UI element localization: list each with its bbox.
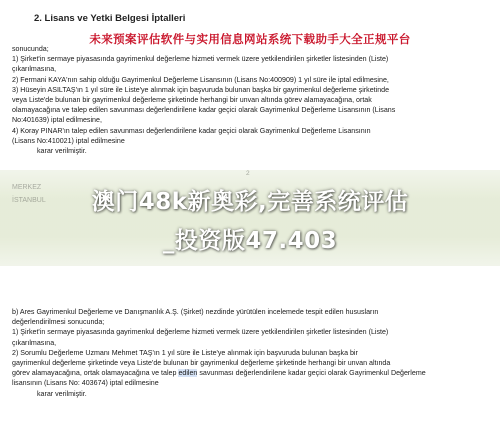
text-fragment: görev alamayacağına, ortak olamayacağına ve talep <box>12 369 177 378</box>
text-line: olamayacağına ve talep edilen savunması değerlendirilene kadar geçici olarak Gayrimenkul Değerleme Lisansının (Lisans No:401639) iptal edilmesine, <box>12 106 396 125</box>
text-line: değerlendirilmesi sonucunda; <box>12 318 105 327</box>
text-line: b) Ares Gayrimenkul Değerleme ve Danışmanlık A.Ş. (Şirket) nezdinde yürütülen incelemede tespit edilen hususların <box>12 308 379 316</box>
text-line <box>12 368 490 378</box>
text-line: 2) Sorumlu Değerleme Uzmanı Mehmet TAŞ'ın 1 yıl süre ile Liste'ye alınmak için başvuruda bulunan başka bir <box>12 348 358 357</box>
banner-title-line-2: _投资版47.403 <box>162 228 338 254</box>
text-line: sonucunda; <box>12 45 49 53</box>
highlighted-word: edilen <box>178 369 198 378</box>
red-watermark-text: 未来预案评估软件与实用信息网站系统下载助手大全正规平台 <box>89 32 411 46</box>
banner-title-line-1: 澳门48k新奥彩,完善系统评估 <box>91 189 409 215</box>
text-line: veya Liste'de bulunan bir gayrimenkul değerleme şirketinde herhangi bir unvan altında görev alamayacağına, ortak <box>12 96 372 105</box>
text-line: gayrimenkul değerleme şirketinde veya Liste'de bulunan bir gayrimenkul değerleme şirketinde herhangi bir unvan altında <box>12 359 391 368</box>
text-line: karar verilmiştir. <box>37 389 87 398</box>
bleed-through-text: İSTANBUL <box>12 197 46 204</box>
text-line: 4) Koray PINAR'ın talep edilen savunması değerlendirilene kadar geçici olarak Gayrimenkul Değerleme Lisansının <box>12 126 371 135</box>
section-heading: 2. Lisans ve Yetki Belgesi İptalleri <box>34 13 186 24</box>
text-line: çıkarılmasına, <box>12 65 57 74</box>
text-line: 1) Şirket'in sermaye piyasasında gayrimenkul değerleme hizmeti vermek üzere yetkilendirilen şirketler listesinden (Liste) <box>12 55 389 64</box>
section-a-body <box>12 44 490 156</box>
text-line: lisansının (Lisans No: 403674) iptal edilmesine <box>12 379 159 388</box>
text-line: 1) Şirket'in sermaye piyasasında gayrimenkul değerleme hizmeti vermek üzere yetkilendirilen şirketler listesinden (Liste) <box>12 328 389 337</box>
text-line: çıkarılmasına, <box>12 338 57 347</box>
text-line: karar verilmiştir. <box>37 147 87 156</box>
bleed-through-text: MERKEZ <box>12 184 42 191</box>
text-line: 2) Fermani KAYA'nın sahip olduğu Gayrimenkul Değerleme Lisansının (Lisans No:400909) 1 yıl süre ile iptal edilmesine, <box>12 75 389 84</box>
section-b-body <box>12 307 490 399</box>
text-line: (Lisans No:410021) iptal edilmesine <box>12 136 125 145</box>
text-line: 3) Hüseyin ASILTAŞ'ın 1 yıl süre ile Liste'ye alınmak için başvuruda bulunan başka bir gayrimenkul değerleme şirketinde <box>12 85 390 94</box>
text-fragment: savunması değerlendirilene kadar geçici olarak Gayrimenkul Değerleme <box>197 369 426 378</box>
